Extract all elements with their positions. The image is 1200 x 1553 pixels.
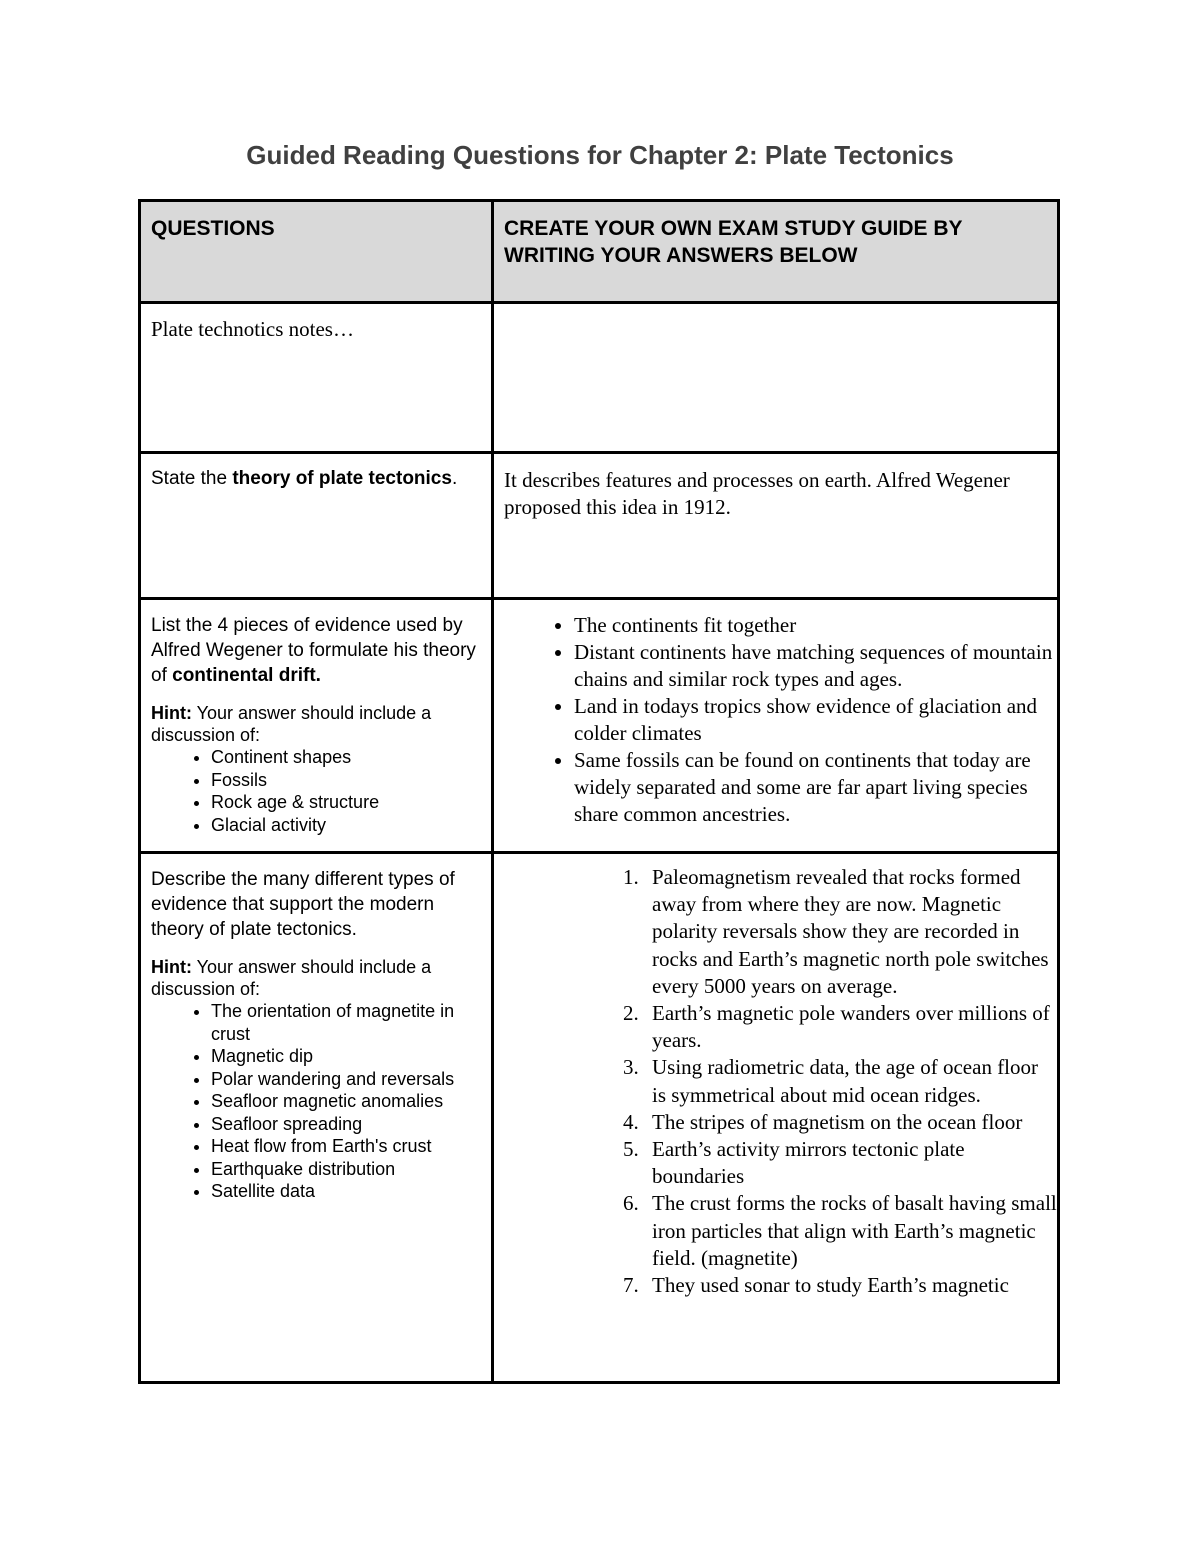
list-item: • Satellite data: [211, 1180, 491, 1203]
question-cell: [140, 303, 493, 453]
list-item: • The continents fit together: [574, 612, 1057, 639]
list-item: 5. Earth’s activity mirrors tectonic plate boundaries: [644, 1136, 1057, 1190]
list-item: 2. Earth’s magnetic pole wanders over millions of years.: [644, 1000, 1057, 1054]
list-item: 4. The stripes of magnetism on the ocean floor: [644, 1109, 1057, 1136]
question-text: Describe the many different types of evidence that support the modern theory of plate tectonics.: [151, 869, 455, 940]
list-item: • Rock age & structure: [211, 791, 491, 814]
list-item: • Continent shapes: [211, 746, 491, 769]
list-item: • Heat flow from Earth's crust: [211, 1135, 491, 1158]
hint-list: [141, 746, 491, 836]
question-text: State the theory of plate tectonics.: [151, 468, 458, 489]
table-row: [140, 303, 1059, 453]
question-cell: [140, 453, 493, 599]
list-item: • Land in todays tropics show evidence of glaciation and colder climates: [574, 693, 1057, 747]
hint-list: [141, 1000, 491, 1203]
header-questions: QUESTIONS: [140, 201, 493, 303]
page-title: Guided Reading Questions for Chapter 2: Plate Tectonics: [246, 140, 954, 170]
list-item: • Seafloor magnetic anomalies: [211, 1090, 491, 1113]
table-row: [140, 599, 1059, 853]
study-guide-table: [138, 199, 1060, 1384]
list-item: • Fossils: [211, 769, 491, 792]
hint-text: Hint: Your answer should include a discussion of:: [151, 957, 432, 999]
table-row: [140, 453, 1059, 599]
answer-cell[interactable]: [493, 453, 1059, 599]
list-item: • Polar wandering and reversals: [211, 1068, 491, 1091]
header-row: [140, 201, 1059, 303]
answer-cell[interactable]: [493, 599, 1059, 853]
answer-cell[interactable]: [493, 853, 1059, 1383]
list-item: • Seafloor spreading: [211, 1113, 491, 1136]
list-item: 1. Paleomagnetism revealed that rocks formed away from where they are now. Magnetic polarity reversals show they are recorded in rocks and Earth’s magnetic north pole switches every 5000 years on average.: [644, 864, 1057, 1000]
hint-text: Hint: Your answer should include a discussion of:: [151, 703, 432, 745]
list-item: 7. They used sonar to study Earth’s magnetic: [644, 1272, 1057, 1299]
list-item: • The orientation of magnetite in crust: [211, 1000, 491, 1045]
question-cell: [140, 853, 493, 1383]
question-emphasis: continental drift.: [172, 665, 321, 686]
question-emphasis: theory of plate tectonics: [232, 468, 452, 489]
answer-list: [494, 600, 1057, 828]
header-answers: CREATE YOUR OWN EXAM STUDY GUIDE BY WRITING YOUR ANSWERS BELOW: [493, 201, 1059, 303]
question-cell: [140, 599, 493, 853]
list-item: • Distant continents have matching sequences of mountain chains and similar rock types and ages.: [574, 639, 1057, 693]
list-item: • Glacial activity: [211, 814, 491, 837]
list-item: • Same fossils can be found on continents that today are widely separated and some are far apart living species share common ancestries.: [574, 747, 1057, 828]
question-text: Plate technotics notes…: [151, 317, 354, 341]
list-item: • Earthquake distribution: [211, 1158, 491, 1181]
answer-list: [494, 854, 1057, 1299]
list-item: 3. Using radiometric data, the age of ocean floor is symmetrical about mid ocean ridges.: [644, 1054, 1057, 1108]
answer-text: [494, 304, 1057, 317]
answer-text: It describes features and processes on earth. Alfred Wegener proposed this idea in 1912.: [504, 468, 1010, 519]
list-item: • Magnetic dip: [211, 1045, 491, 1068]
list-item: 6. The crust forms the rocks of basalt having small iron particles that align with Earth’s magnetic field. (magnetite): [644, 1190, 1057, 1272]
question-text: List the 4 pieces of evidence used by Alfred Wegener to formulate his theory of continental drift.: [151, 615, 476, 686]
table-row: [140, 853, 1059, 1383]
answer-cell[interactable]: [493, 303, 1059, 453]
